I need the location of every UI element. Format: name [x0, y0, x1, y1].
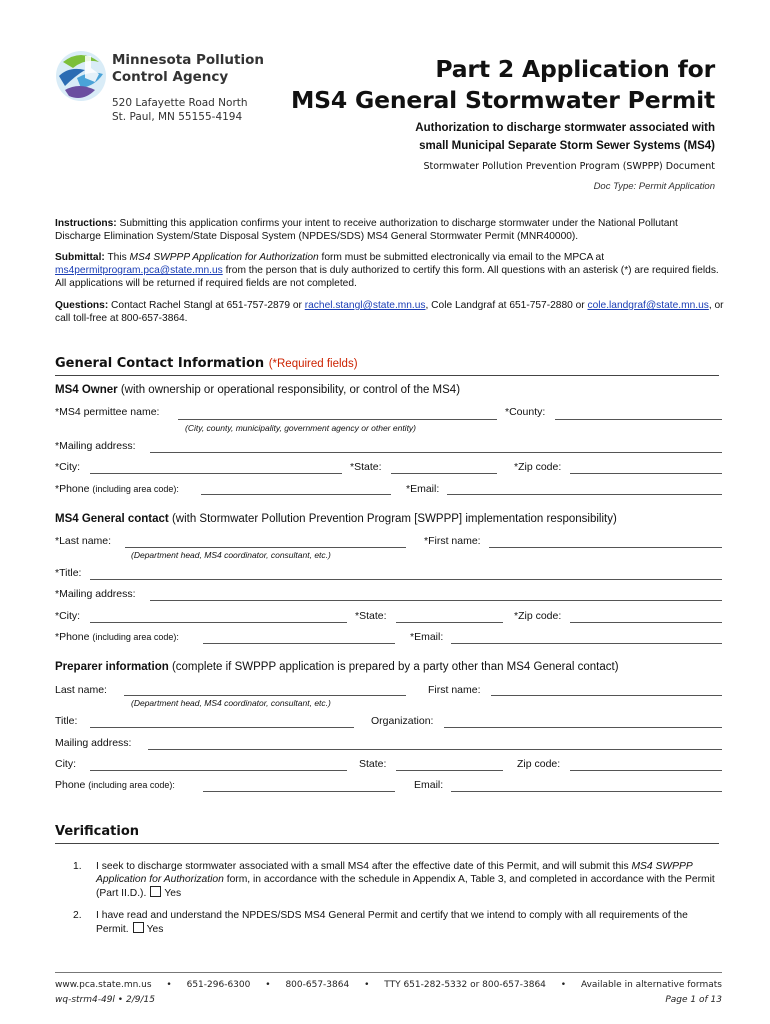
department-hint: (Department head, MS4 coordinator, consultant, etc.) — [131, 550, 331, 560]
title-label: *Title: — [55, 567, 82, 579]
section-divider — [55, 375, 719, 376]
submittal-label: Submittal: — [55, 252, 105, 263]
instructions-text: Submitting this application confirms your intent to receive authorization to discharge stormwater under the National Pollutant Discharge Elimination System/State Disposal System (NPDES/SDS) MS4 General Stormwater Permit (MNR40000). — [55, 218, 678, 242]
ms4-owner-heading — [55, 384, 460, 396]
program-name: Stormwater Pollution Prevention Program (SWPPP) Document — [423, 161, 715, 172]
subtitle-line2: small Municipal Separate Storm Sewer Systems (MS4) — [419, 140, 715, 152]
prep-state-field[interactable] — [396, 770, 503, 771]
footer-contact-row — [55, 980, 722, 990]
questions-label: Questions: — [55, 300, 109, 311]
gc-state-field[interactable] — [396, 622, 503, 623]
phone-label-text: *Phone — [55, 631, 90, 643]
last-name-label: *Last name: — [55, 535, 112, 547]
prep-email-field[interactable] — [451, 791, 722, 792]
instructions-paragraph — [55, 217, 725, 243]
instructions-label: Instructions: — [55, 218, 117, 229]
questions-text: , Cole Landgraf at 651-757-2880 or — [425, 300, 588, 311]
verification-form-name: MS4 SWPPP Application for Authorization — [96, 861, 693, 885]
city-field[interactable] — [90, 473, 342, 474]
email-label: *Email: — [406, 483, 440, 495]
submittal-paragraph — [55, 251, 725, 290]
submittal-text: form must be submitted electronically via email to the MPCA at — [318, 252, 605, 263]
section-title: General Contact Information — [55, 356, 265, 371]
first-name-field[interactable] — [489, 547, 722, 548]
title-line2: MS4 General Stormwater Permit — [290, 86, 715, 114]
landgraf-email-link[interactable]: cole.landgraf@state.mn.us — [587, 300, 709, 311]
gc-phone-label — [55, 631, 179, 643]
questions-paragraph — [55, 299, 725, 325]
prep-last-name-label: Last name: — [55, 684, 107, 696]
general-contact-heading — [55, 356, 358, 371]
verification-2-checkbox[interactable] — [133, 922, 144, 933]
footer-tty: TTY 651-282-5332 or 800-657-3864 — [384, 980, 546, 990]
verification-1-checkbox[interactable] — [150, 886, 161, 897]
gc-state-label: *State: — [355, 610, 387, 622]
footer-website[interactable]: www.pca.state.mn.us — [55, 980, 152, 990]
permittee-name-field[interactable] — [178, 419, 497, 420]
prep-city-label: City: — [55, 758, 76, 770]
prep-phone-field[interactable] — [203, 791, 395, 792]
county-field[interactable] — [555, 419, 722, 420]
email-field[interactable] — [447, 494, 722, 495]
footer-page-number: Page 1 of 13 — [665, 995, 722, 1005]
document-title — [291, 54, 715, 116]
verification-item-2 — [96, 909, 722, 936]
prep-title-label: Title: — [55, 715, 78, 727]
prep-department-hint: (Department head, MS4 coordinator, consultant, etc.) — [131, 698, 331, 708]
address-line1: 520 Lafayette Road North — [112, 97, 248, 109]
subheading-text: (complete if SWPPP application is prepared by a party other than MS4 General contact) — [168, 661, 619, 673]
title-line1: Part 2 Application for — [435, 55, 715, 83]
gc-email-field[interactable] — [451, 643, 722, 644]
title-field[interactable] — [90, 579, 722, 580]
agency-logo — [55, 48, 107, 104]
questions-text: Contact Rachel Stangl at 651-757-2879 or — [108, 300, 305, 311]
agency-name-line2: Control Agency — [112, 69, 229, 85]
verification-text: form, in accordance with the schedule in Appendix A, Table 3, and completed in accordance with the Permit (Part II.D.). — [96, 874, 715, 899]
verification-item-number: 2. — [73, 910, 82, 921]
mpca-logo-icon — [55, 48, 107, 104]
footer-phone2: 800-657-3864 — [285, 980, 350, 990]
phone-note: (including area code): — [92, 484, 179, 494]
city-label: *City: — [55, 461, 81, 473]
gc-mailing-field[interactable] — [150, 600, 722, 601]
footer-formats: Available in alternative formats — [580, 980, 722, 990]
doc-type: Doc Type: Permit Application — [593, 181, 715, 192]
phone-note: (including area code): — [88, 780, 175, 790]
footer-bullet: • — [265, 980, 271, 990]
questions-text: , or call toll-free at 800-657-3864. — [55, 300, 724, 324]
footer-bullet: • — [166, 980, 172, 990]
subheading-text: (with ownership or operational responsibility, or control of the MS4) — [117, 384, 461, 396]
zip-field[interactable] — [570, 473, 722, 474]
prep-city-field[interactable] — [90, 770, 347, 771]
prep-mailing-label: Mailing address: — [55, 737, 132, 749]
phone-field[interactable] — [201, 494, 391, 495]
phone-label — [55, 483, 179, 495]
verification-item-number: 1. — [73, 861, 82, 872]
phone-label-text: Phone — [55, 779, 86, 791]
footer-form-id: wq-strm4-49l • 2/9/15 — [55, 995, 155, 1005]
mailing-address-field[interactable] — [150, 452, 722, 453]
gc-email-label: *Email: — [410, 631, 444, 643]
gc-mailing-label: *Mailing address: — [55, 588, 136, 600]
verification-heading: Verification — [55, 824, 140, 839]
footer-divider — [55, 972, 722, 973]
permittee-hint: (City, county, municipality, government agency or other entity) — [185, 423, 417, 433]
general-contact-subheading — [55, 513, 617, 525]
agency-name — [112, 52, 264, 86]
prep-last-name-field[interactable] — [124, 695, 406, 696]
footer-phone1: 651-296-6300 — [186, 980, 251, 990]
gc-zip-label: *Zip code: — [514, 610, 562, 622]
gc-phone-field[interactable] — [203, 643, 395, 644]
state-label: *State: — [350, 461, 382, 473]
gc-zip-field[interactable] — [570, 622, 722, 623]
state-field[interactable] — [391, 473, 497, 474]
last-name-field[interactable] — [125, 547, 406, 548]
submittal-text: This — [104, 252, 130, 263]
checkbox-label: Yes — [146, 924, 164, 935]
phone-label-text: *Phone — [55, 483, 90, 495]
gc-city-label: *City: — [55, 610, 81, 622]
subtitle-line1: Authorization to discharge stormwater associated with — [415, 122, 715, 134]
submittal-email-link[interactable]: ms4permitprogram.pca@state.mn.us — [55, 265, 223, 276]
agency-address — [112, 96, 248, 124]
gc-city-field[interactable] — [90, 622, 347, 623]
prep-first-name-label: First name: — [428, 684, 481, 696]
stangl-email-link[interactable]: rachel.stangl@state.mn.us — [304, 300, 426, 311]
checkbox-label: Yes — [164, 888, 182, 899]
section-divider — [55, 843, 719, 844]
subheading-text: (with Stormwater Pollution Prevention Program [SWPPP] implementation responsibility) — [168, 513, 617, 525]
document-subtitle — [415, 119, 715, 155]
verification-text: I seek to discharge stormwater associated with a small MS4 after the effective date of this Permit, and will submit this — [96, 861, 632, 872]
prep-zip-label: Zip code: — [517, 758, 561, 770]
submittal-text: from the person that is duly authorized to certify this form. All questions with an asterisk (*) are required fields. All applications will be returned if required fields are not completed. — [55, 265, 719, 289]
zip-label: *Zip code: — [514, 461, 562, 473]
submittal-form-name: MS4 SWPPP Application for Authorization — [129, 252, 319, 263]
verification-text: I have read and understand the NPDES/SDS MS4 General Permit and certify that we intend to comply with all requirements of the Permit. — [96, 910, 688, 935]
preparer-subheading — [55, 661, 619, 673]
organization-label: Organization: — [371, 715, 434, 727]
required-fields-note: (*Required fields) — [268, 358, 358, 370]
prep-first-name-field[interactable] — [491, 695, 722, 696]
county-label: *County: — [505, 406, 546, 418]
prep-email-label: Email: — [414, 779, 444, 791]
mailing-address-label: *Mailing address: — [55, 440, 136, 452]
prep-phone-label — [55, 779, 175, 791]
first-name-label: *First name: — [424, 535, 481, 547]
subheading-bold: MS4 General contact — [55, 513, 169, 525]
permittee-name-label: *MS4 permittee name: — [55, 406, 160, 418]
prep-title-field[interactable] — [90, 727, 354, 728]
footer-bullet: • — [560, 980, 567, 990]
phone-note: (including area code): — [92, 632, 179, 642]
verification-item-1 — [96, 860, 722, 900]
footer-bullet: • — [364, 980, 370, 990]
prep-zip-field[interactable] — [570, 770, 722, 771]
agency-name-line1: Minnesota Pollution — [112, 52, 265, 68]
organization-field[interactable] — [444, 727, 722, 728]
subheading-bold: MS4 Owner — [55, 384, 118, 396]
address-line2: St. Paul, MN 55155-4194 — [112, 111, 243, 123]
prep-state-label: State: — [359, 758, 387, 770]
prep-mailing-field[interactable] — [148, 749, 722, 750]
subheading-bold: Preparer information — [55, 661, 169, 673]
